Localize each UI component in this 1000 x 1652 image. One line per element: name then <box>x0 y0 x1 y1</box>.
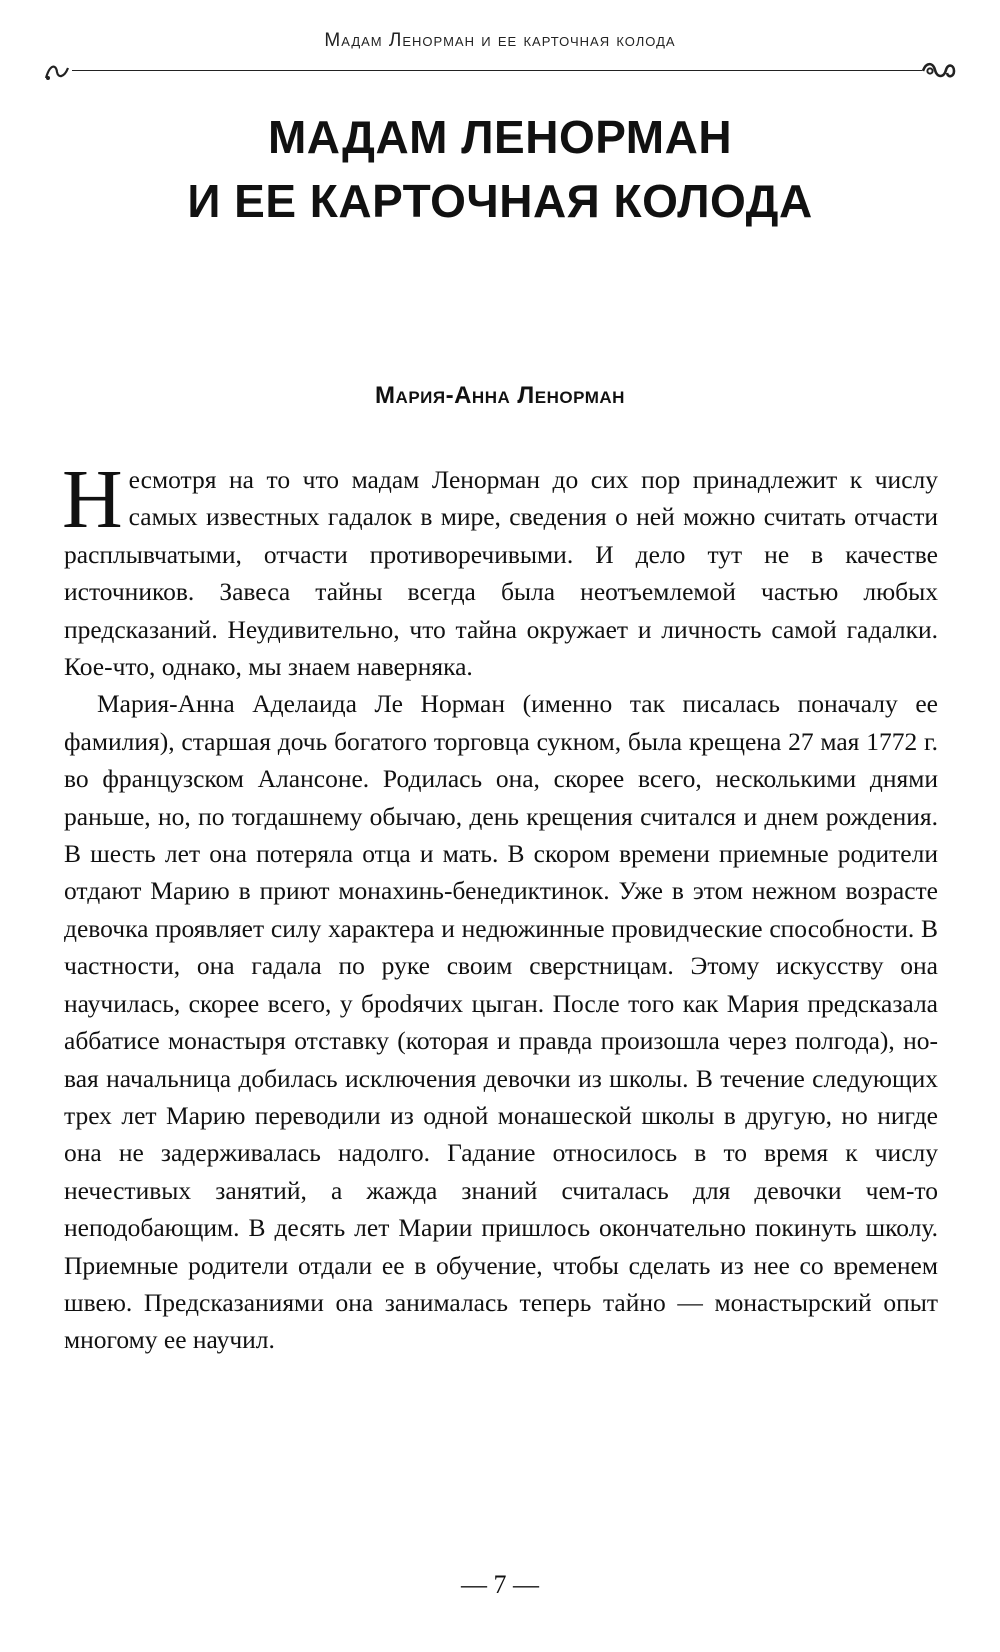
section-title: Мария-Анна Ленорман <box>375 382 625 409</box>
chapter-title <box>0 105 1000 233</box>
paragraph-2: Мария-Анна Аделаида Ле Норман (именно так писалась поначалу ее фамилия), старшая дочь богатого торговца сукном, была крещена 27 мая 1772 г. во французском Алансоне. Родилась она, скорее всего, несколькими днями раньше, но, по тогдашнему обычаю, день крещения считался и днем рождения. В шесть лет она потеряла отца и мать. В скором времени приемные родители отдают Марию в приют монахинь-бенедиктинок. Уже в этом нежном возрасте девочка проявляет силу характера и недюжинные провидческие способности. В частности, она гадала по руке своим сверстницам. Этому искусству она научилась, скорее всего, у броdячих цыган. После того как Мария предсказала аббатисе монастыря отставку (которая и правда произошла через полгода), новая начальница добилась исключения девочки из школы. В течение следующих трех лет Марию переводили из одной монашеской школы в другую, но нигде она не задерживалась надолго. Гадание относилось в то время к числу нечестивых занятий, а жажда знаний считалась для девочки чем-то неподобающим. В десять лет Марии пришлось окончательно покинуть школу. Приемные родители отдали ее в обучение, чтобы сделать из нее со временем швею. Предсказаниями она занималась теперь тайно — монастырский опыт многому ее научил. <box>64 689 938 1355</box>
ornament-swirl-left-icon <box>44 60 70 87</box>
header-rule <box>44 60 956 82</box>
paragraph-1-text: есмотря на то что мадам Ленорман до сих пор принадлежит к числу самых известных гадалок в мире, сведения о ней можно считать отчасти расплывчатыми, отчасти противоречивыми. И дело тут не в качестве источников. Завеса тайны всегда была неотъемлемой частью любых предсказаний. Неудивительно, что тайна окружает и личность самой гадалки. Кое-что, однако, мы знаем наверняка. <box>64 465 938 682</box>
drop-cap: Н <box>62 453 123 546</box>
chapter-title-line-1: МАДАМ ЛЕНОРМАН <box>267 111 733 163</box>
ornament-swirl-right-icon <box>922 60 956 87</box>
header-rule-line <box>72 70 922 71</box>
page-number: — 7 — <box>461 1570 539 1599</box>
running-header: Мадам Ленорман и ее карточная колода <box>324 30 676 51</box>
paragraph-1 <box>62 453 938 685</box>
body-text <box>62 453 938 1359</box>
chapter-title-line-2: И ЕЕ КАРТОЧНАЯ КОЛОДА <box>187 175 813 227</box>
